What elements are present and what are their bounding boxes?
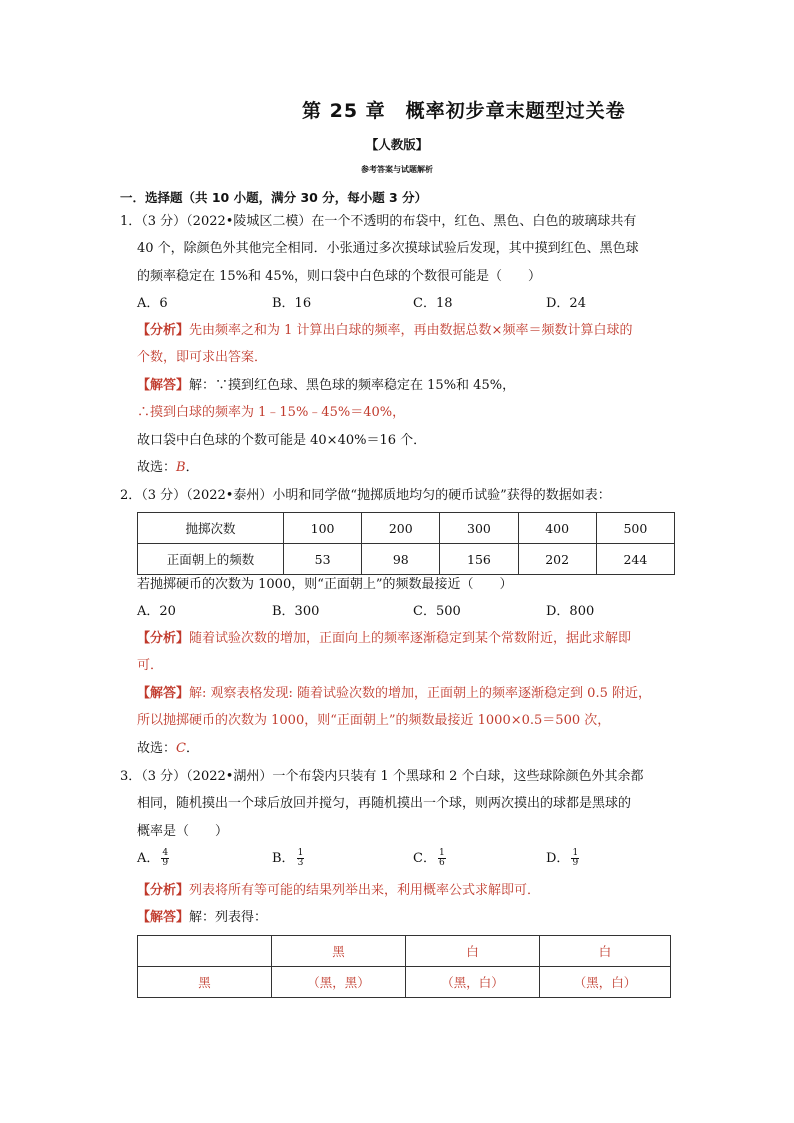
q1-analysis-line2: 个数，即可求出答案．	[137, 350, 268, 365]
q2-answer	[137, 685, 651, 703]
answer-tag: 【解答】	[137, 910, 190, 925]
q3-analysis	[137, 882, 540, 900]
q2-analysis	[137, 630, 631, 648]
q2-option-d: D．800	[546, 604, 595, 619]
table-header-cell: 正面朝上的频数	[138, 544, 284, 575]
q1-analysis	[137, 322, 632, 340]
q3-analysis-text: 列表将所有等可能的结果列举出来，利用概率公式求解即可．	[189, 883, 541, 898]
denominator: 9	[572, 858, 579, 868]
q3-stem-line2: 相同，随机摸出一个球后放回并搅匀，再随机摸出一个球，则两次摸出的球都是黑球的	[137, 796, 632, 811]
table-cell: 200	[362, 513, 440, 544]
q3-option-b	[272, 849, 304, 868]
table-cell: 400	[518, 513, 596, 544]
table-row	[138, 967, 671, 998]
analysis-tag: 【分析】	[137, 883, 190, 898]
denominator: 9	[162, 858, 169, 868]
page-title: 第 25 章 概率初步章末题型过关卷	[302, 100, 626, 122]
table-cell: 100	[284, 513, 362, 544]
q3-answer-text: 解：列表得：	[189, 910, 268, 925]
q2-analysis-text: 随着试验次数的增加，正面向上的频率逐渐稳定到某个常数附近，据此求解即	[189, 631, 632, 646]
q1-answer-line2: ∴摸到白球的频率为 1﹣15%﹣45%＝40%，	[137, 405, 406, 420]
q1-option-a: A．6	[137, 296, 168, 311]
q2-choice	[137, 740, 199, 758]
choice-prefix: 故选：	[137, 741, 177, 756]
denominator: 6	[438, 858, 445, 868]
table-cell: （黑，白）	[406, 967, 540, 998]
q1-option-d: D．24	[546, 296, 586, 311]
fraction	[438, 849, 446, 868]
q2-analysis-line2: 可．	[137, 658, 164, 673]
table-header-cell: 黑	[272, 936, 406, 967]
table-header-cell: 白	[540, 936, 671, 967]
q1-option-c: C．18	[413, 296, 453, 311]
table-cell: 300	[440, 513, 518, 544]
q2-answer-text: 解: 观察表格发现: 随着试验次数的增加，正面朝上的频率逐渐稳定到 0.5 附近，	[189, 686, 651, 701]
option-label: D．	[546, 851, 570, 866]
fraction	[297, 849, 305, 868]
q2-choice-letter: C	[176, 741, 186, 756]
fraction	[161, 849, 169, 868]
q3-answer	[137, 909, 267, 927]
q1-choice-letter: B	[176, 460, 186, 475]
numerator: 4	[162, 848, 169, 858]
table-cell: 244	[596, 544, 674, 575]
option-label: B．	[272, 851, 295, 866]
table-cell: （黑，黑）	[272, 967, 406, 998]
choice-suffix: ．	[185, 460, 199, 475]
table-cell: 98	[362, 544, 440, 575]
numerator: 1	[572, 848, 579, 858]
q1-option-b: B．16	[272, 296, 312, 311]
table-row	[138, 544, 675, 575]
q2-option-c: C．500	[413, 604, 461, 619]
table-cell: 黑	[138, 967, 272, 998]
answer-tag: 【解答】	[137, 378, 190, 393]
analysis-tag: 【分析】	[137, 631, 190, 646]
q3-option-c	[413, 849, 446, 868]
table-row	[138, 513, 675, 544]
q3-outcome-table	[137, 935, 671, 998]
choice-suffix: ．	[185, 741, 199, 756]
table-cell: 500	[596, 513, 674, 544]
table-header-cell: 白	[406, 936, 540, 967]
q2-stem-line1: 2．（3 分）（2022•泰州）小明和同学做“抛掷质地均匀的硬币试验”获得的数据如表：	[120, 488, 611, 503]
table-cell: （黑，白）	[540, 967, 671, 998]
subtitle: 参考答案与试题解析	[361, 165, 433, 174]
q1-answer-text: 解：∵摸到红色球、黑色球的频率稳定在 15%和 45%，	[189, 378, 516, 393]
denominator: 3	[297, 858, 304, 868]
q1-answer-line3: 故口袋中白色球的个数可能是 40×40%＝16 个．	[137, 433, 427, 448]
table-header-cell	[138, 936, 272, 967]
q2-answer-line2: 所以抛掷硬币的次数为 1000，则“正面朝上”的频数最接近 1000×0.5＝500 次，	[137, 713, 611, 728]
fraction	[571, 849, 579, 868]
q3-option-a	[137, 849, 169, 868]
analysis-tag: 【分析】	[137, 323, 190, 338]
choice-prefix: 故选：	[137, 460, 177, 475]
table-cell: 156	[440, 544, 518, 575]
q3-stem-line1: 3．（3 分）（2022•湖州）一个布袋内只装有 1 个黑球和 2 个白球，这些球除颜色外其余都	[120, 769, 644, 784]
q1-stem-line2: 40 个，除颜色外其他完全相同．小张通过多次摸球试验后发现，其中摸到红色、黑色球	[137, 241, 639, 256]
q1-stem-line1: 1．（3 分）（2022•陵城区二模）在一个不透明的布袋中，红色、黑色、白色的玻璃球共有	[120, 214, 637, 229]
q3-stem-line3: 概率是（ ）	[137, 824, 229, 839]
numerator: 1	[438, 848, 445, 858]
q2-option-a: A．20	[137, 604, 176, 619]
section-heading: 一．选择题（共 10 小题，满分 30 分，每小题 3 分）	[120, 190, 428, 205]
edition-label: 【人教版】	[365, 137, 429, 152]
q3-option-d	[546, 849, 579, 868]
option-label: A．	[137, 851, 160, 866]
table-header-cell: 抛掷次数	[138, 513, 284, 544]
table-row	[138, 936, 671, 967]
answer-tag: 【解答】	[137, 686, 190, 701]
numerator: 1	[297, 848, 304, 858]
q2-stem-line2: 若抛掷硬币的次数为 1000，则“正面朝上”的频数最接近（ ）	[137, 577, 513, 592]
q2-option-b: B．300	[272, 604, 320, 619]
table-cell: 202	[518, 544, 596, 575]
table-cell: 53	[284, 544, 362, 575]
q1-stem-line3: 的频率稳定在 15%和 45%，则口袋中白色球的个数很可能是（ ）	[137, 269, 542, 284]
q1-answer	[137, 377, 515, 395]
q2-data-table	[137, 512, 675, 575]
q1-analysis-text: 先由频率之和为 1 计算出白球的频率，再由数据总数×频率＝频数计算白球的	[189, 323, 633, 338]
q1-choice	[137, 459, 199, 477]
option-label: C．	[413, 851, 436, 866]
